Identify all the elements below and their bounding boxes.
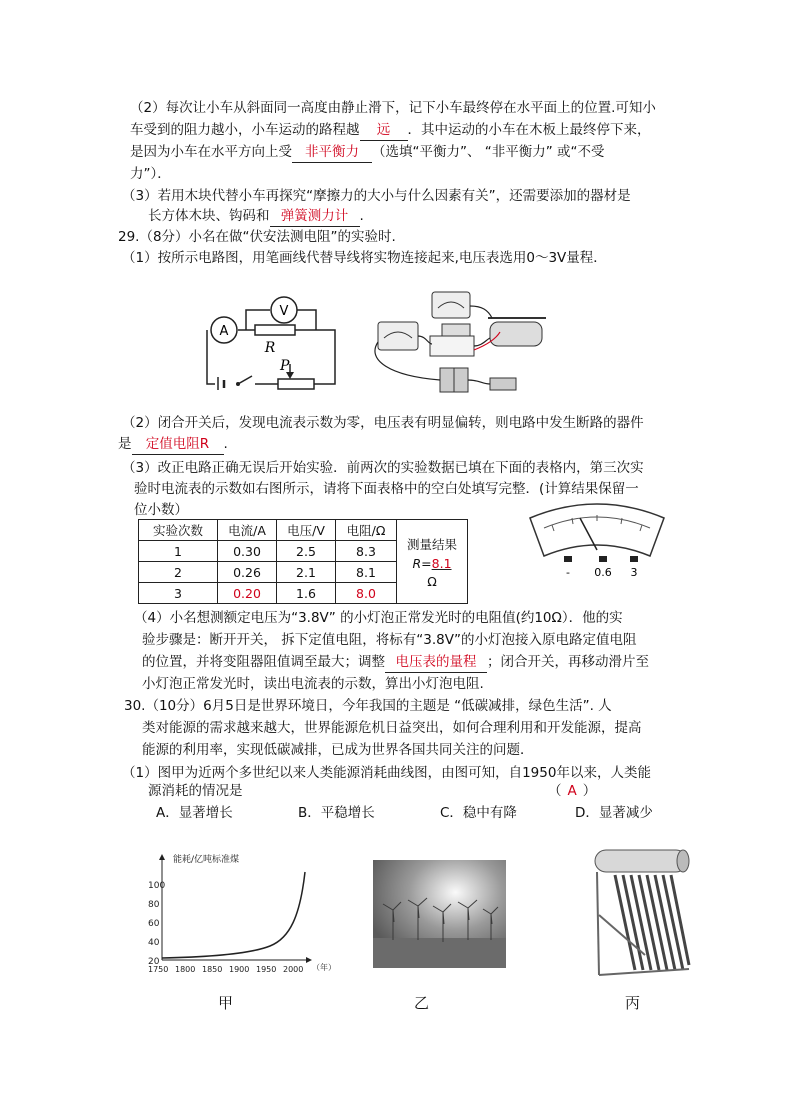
caption-bing: 丙 [625, 994, 641, 1012]
q29-p2-line1: （2）闭合开关后，发现电流表示数为零，电压表有明显偏转，则电路中发生断路的器件 [122, 415, 644, 431]
option-a: A．显著增长 [156, 805, 233, 821]
q30-answer-bracket: （ A ） [548, 783, 597, 799]
graph-ylabel: 能耗/亿吨标准煤 [173, 855, 240, 865]
y-tick-label: 40 [148, 938, 160, 948]
data-table [138, 519, 468, 604]
x-tick-label: 1800 [175, 965, 196, 974]
x-tick-label: 2000 [283, 965, 304, 974]
y-tick-label: 60 [148, 919, 160, 929]
ammeter-dial [522, 498, 672, 582]
table-header: 电流/A [218, 520, 277, 541]
q29-p2-line2: 是 定值电阻R . [118, 434, 228, 455]
option-c: C．稳中有降 [440, 805, 517, 821]
voltmeter-label: V [279, 304, 289, 319]
solar-water-heater-photo [585, 845, 697, 980]
caption-jia: 甲 [218, 994, 234, 1012]
q28-p3-line2: 长方体木块、钩码和 弹簧测力计 . [148, 206, 364, 227]
y-tick-label: 20 [148, 957, 160, 967]
answer-unbalanced: 非平衡力 [305, 144, 359, 160]
x-tick-label: 1750 [148, 965, 169, 974]
ammeter-label: A [219, 324, 229, 339]
q29-title: 29.（8分）小名在做“伏安法测电阻”的实验时. [118, 229, 396, 245]
option-d: D．显著减少 [575, 805, 653, 821]
x-tick-label: 1900 [229, 965, 250, 974]
table-header: 电压/V [277, 520, 336, 541]
q30-line2: 类对能源的需求越来越大，世界能源危机日益突出，如何合理利用和开发能源，提高 [142, 720, 642, 736]
terminal-label: - [566, 566, 570, 579]
rheostat-symbol [278, 379, 314, 389]
answer-fixed-resistor: 定值电阻R [145, 436, 210, 452]
q29-p4-line3: 的位置，并将变阻器阻值调至最大；调整 电压表的量程 ；闭合开关，再移动滑片至 [142, 652, 649, 673]
terminal-label: 0.6 [594, 566, 612, 579]
result-label: 测量结果 [406, 536, 457, 552]
q29-p4-line2: 验步骤是：断开开关， 拆下定值电阻，将标有“3.8V”的小灯泡接入原电路定值电阻 [142, 632, 637, 648]
table-header-row [139, 520, 468, 541]
q29-p3-line2: 验时电流表的示数如右图所示，请将下面表格中的空白处填写完整．(计算结果保留一 [134, 481, 639, 497]
q29-p4-line1: （4）小名想测额定电压为“3.8V” 的小灯泡正常发光时的电阻值(约10Ω）．他的实 [134, 610, 623, 626]
wind-farm-photo [373, 860, 506, 968]
result-prefix: R= [412, 555, 432, 571]
energy-consumption-graph [140, 852, 340, 974]
table-row: 2 0.26 2.1 8.1 [139, 562, 468, 583]
q29-p3-line3: 位小数） [134, 502, 188, 518]
answer-a: A [567, 783, 577, 799]
q30-p1-line2: 源消耗的情况是 [148, 783, 243, 799]
answer-far: 远 [376, 122, 391, 138]
x-tick-label: 1950 [256, 965, 277, 974]
result-value: 8.1 [431, 555, 452, 571]
consumption-curve [162, 872, 305, 958]
y-tick-label: 100 [148, 881, 166, 891]
q29-p1: （1）按所示电路图，用笔画线代替导线将实物连接起来,电压表选用0～3V量程． [122, 250, 607, 266]
resistor-symbol [255, 325, 295, 335]
q30-line3: 能源的利用率，实现低碳减排，已成为世界各国共同关注的问题． [142, 742, 534, 758]
answer-spring-scale: 弹簧测力计 [280, 208, 349, 224]
option-b: B．平稳增长 [298, 805, 375, 821]
y-tick-label: 80 [148, 900, 160, 910]
rheostat-label: P [280, 358, 290, 374]
terminal-label: 3 [630, 566, 638, 579]
answer-voltmeter-range: 电压表的量程 [395, 654, 477, 670]
q28-p2-line1: （2）每次让小车从斜面同一高度由静止滑下，记下小车最终停在水平面上的位置.可知小 [130, 100, 656, 116]
circuit-diagram [180, 282, 340, 390]
q28-p2-line2: 车受到的阻力越小，小车运动的路程越 远 ．其中运动的小车在木板上最终停下来， [130, 120, 651, 141]
result-unit: Ω [427, 573, 437, 589]
caption-yi: 乙 [414, 994, 430, 1012]
table-header: 电阻/Ω [336, 520, 397, 541]
q28-p2-line3: 是因为小车在水平方向上受 非平衡力 （选填“平衡力”、 “非平衡力” 或“不受 [130, 142, 605, 163]
table-row: 1 0.30 2.5 8.3 [139, 541, 468, 562]
q28-p3-line1: （3）若用木块代替小车再探究“摩擦力的大小与什么因素有关”，还需要添加的器材是 [122, 188, 631, 204]
x-unit-label: （年） [312, 963, 336, 972]
table-header: 实验次数 [139, 520, 218, 541]
result-cell [397, 520, 468, 604]
q28-p2-line4: 力”）． [130, 166, 171, 182]
q30-p1-line1: （1）图甲为近两个多世纪以来人类能源消耗曲线图，由图可知，自1950年以来，人类能 [122, 765, 651, 781]
q29-p3-line1: （3）改正电路正确无误后开始实验．前两次的实验数据已填在下面的表格内，第三次实 [122, 460, 644, 476]
q29-p4-line4: 小灯泡正常发光时，读出电流表的示数，算出小灯泡电阻. [142, 676, 484, 692]
apparatus-illustration [370, 280, 570, 398]
resistor-label: R [264, 340, 276, 356]
x-tick-label: 1850 [202, 965, 223, 974]
table-row: 3 0.20 1.6 8.0 [139, 583, 468, 604]
q30-line1: 30.（10分）6月5日是世界环境日，今年我国的主题是 “低碳减排，绿色生活”. 人 [124, 698, 612, 714]
